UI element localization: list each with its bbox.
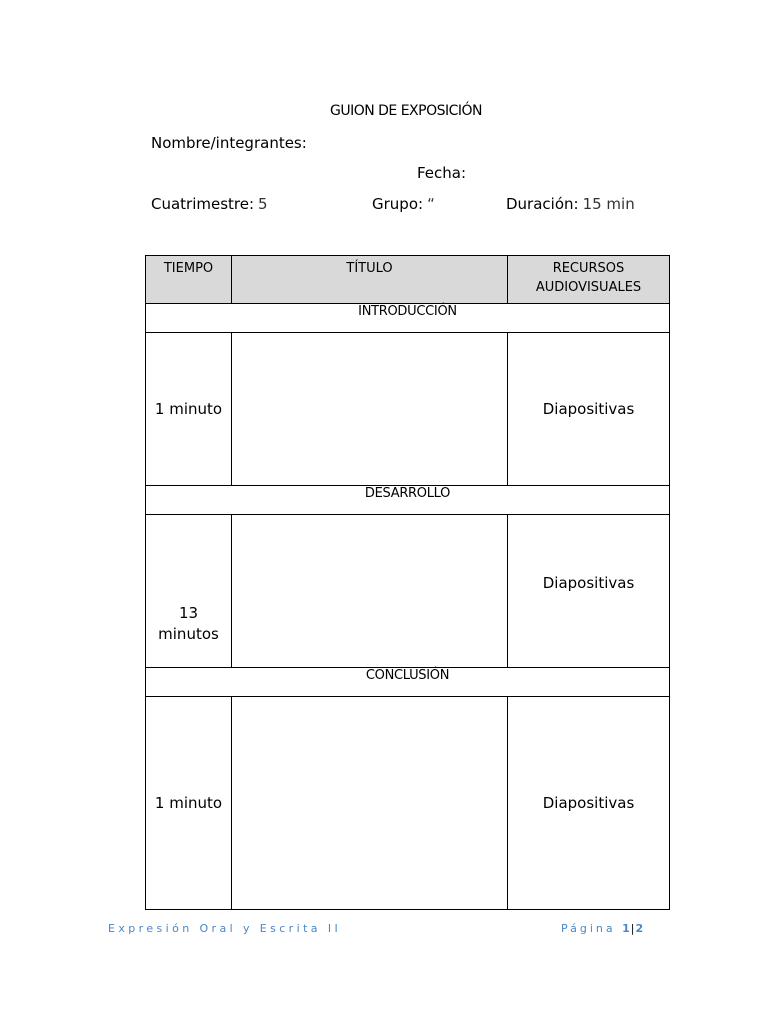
tiempo-desarrollo-line2: minutos [158,625,219,643]
footer-course: Expresión Oral y Escrita II [108,922,342,935]
titulo-cell-desarrollo[interactable] [232,515,508,668]
cuatrimestre-field [151,195,268,213]
section-title-desarrollo: DESARROLLO [146,486,670,515]
header-tiempo: TIEMPO [146,256,232,304]
table-row-introduccion [146,333,670,486]
grupo-label: Grupo: [372,195,424,213]
footer-page-current: 1 [622,922,631,935]
duracion-field [506,195,635,213]
section-row-desarrollo [146,486,670,515]
titulo-cell-conclusion[interactable] [232,697,508,910]
section-row-conclusion [146,668,670,697]
section-title-conclusion: CONCLUSIÓN [146,668,670,697]
fecha-label: Fecha: [417,164,467,182]
table-row-desarrollo [146,515,670,668]
footer-page-total: 2 [635,922,645,935]
nombre-label: Nombre/integrantes: [151,134,307,152]
recursos-cell-desarrollo: Diapositivas [508,515,670,668]
footer-page-label: Página [561,922,616,935]
nombre-field [151,134,307,152]
titulo-cell-introduccion[interactable] [232,333,508,486]
header-recursos [508,256,670,304]
section-title-introduccion: INTRODUCCIÓN [146,304,670,333]
cuatrimestre-label: Cuatrimestre: [151,195,255,213]
table-row-conclusion [146,697,670,910]
fecha-field [417,164,466,182]
footer-page-separator: | [630,922,636,935]
duracion-label: Duración: [506,195,579,213]
duracion-value: 15 min [582,195,635,213]
footer-page-number [561,922,644,935]
grupo-field [372,195,435,213]
table-header-row [146,256,670,304]
tiempo-desarrollo-line1: 13 [178,604,199,622]
recursos-cell-conclusion: Diapositivas [508,697,670,910]
recursos-cell-introduccion: Diapositivas [508,333,670,486]
tiempo-cell-conclusion: 1 minuto [146,697,232,910]
cuatrimestre-value: 5 [258,195,268,213]
header-recursos-line2: AUDIOVISUALES [535,280,642,295]
tiempo-cell-desarrollo [146,515,232,668]
tiempo-cell-introduccion: 1 minuto [146,333,232,486]
grupo-value: “ [427,195,435,213]
document-title: GUION DE EXPOSICIÓN [329,103,483,119]
header-recursos-line1: RECURSOS [552,261,625,276]
section-row-introduccion [146,304,670,333]
header-titulo: TÍTULO [232,256,508,304]
guion-table [145,255,670,910]
